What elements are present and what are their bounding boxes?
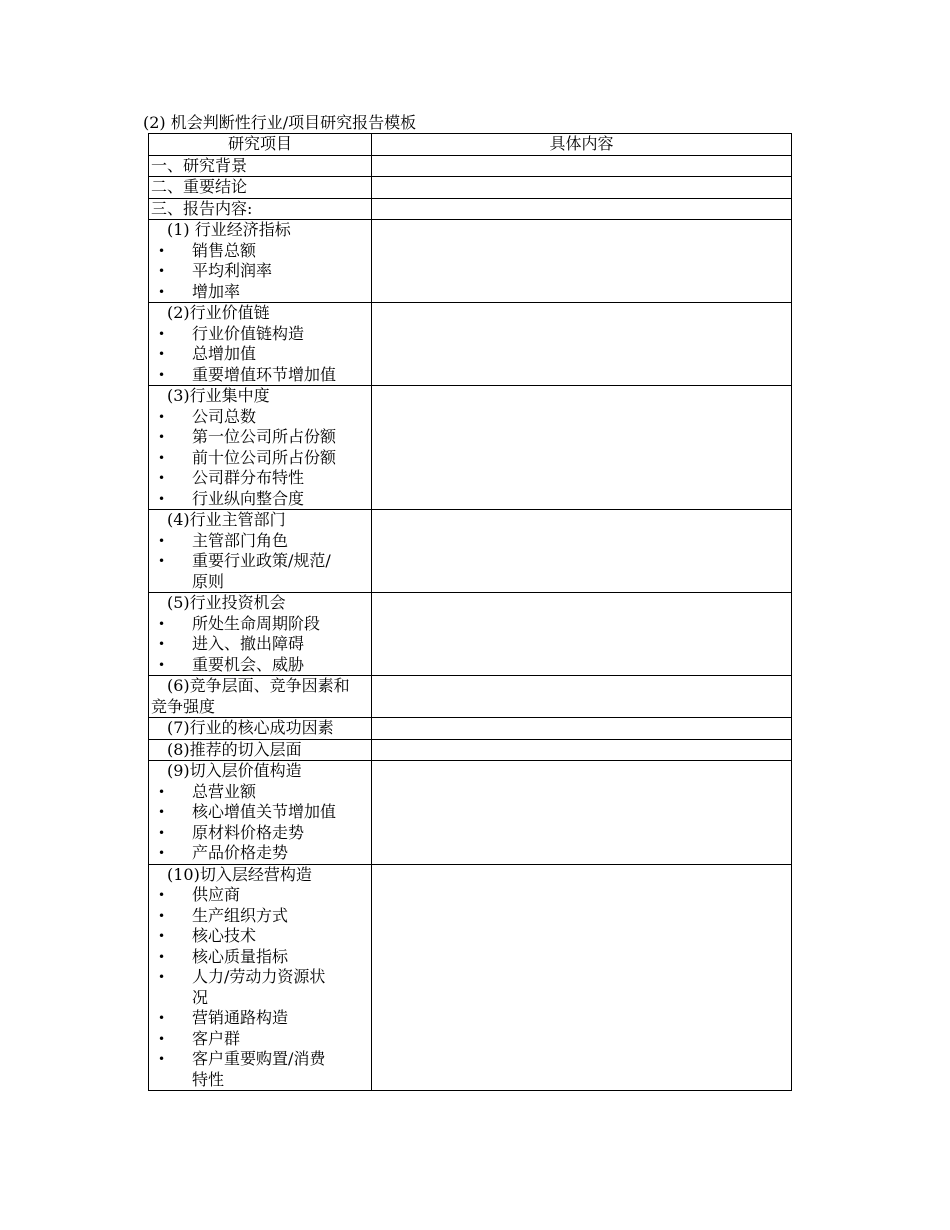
bullet-icon: • bbox=[158, 805, 166, 819]
list-item: • 重要行业政策/规范/原则 bbox=[158, 551, 331, 591]
table-row bbox=[149, 198, 792, 220]
content-cell bbox=[372, 593, 792, 676]
bullet-icon: • bbox=[158, 1052, 166, 1066]
bullet-icon: • bbox=[158, 949, 166, 964]
content-cell bbox=[372, 198, 792, 220]
table-row bbox=[149, 761, 792, 865]
group-title: (9)切入层价值构造 bbox=[167, 761, 302, 780]
group-title: (4)行业主管部门 bbox=[167, 510, 286, 529]
group-title: (6)竞争层面、竞争因素和竞争强度 bbox=[151, 676, 350, 716]
group-title: (5)行业投资机会 bbox=[167, 593, 286, 612]
table-row bbox=[149, 676, 792, 718]
list-item: • 核心技术 bbox=[158, 926, 257, 945]
report-template-table bbox=[148, 133, 792, 1091]
bullet-icon: • bbox=[158, 243, 166, 258]
bullet-icon: • bbox=[158, 784, 166, 799]
bullet-icon: • bbox=[158, 929, 166, 943]
group-industry-concentration bbox=[149, 386, 372, 510]
list-item: • 第一位公司所占份额 bbox=[158, 427, 337, 446]
list-item: • 重要增值环节增加值 bbox=[158, 364, 337, 384]
bullet-icon: • bbox=[158, 284, 166, 299]
list-item: • 前十位公司所占份额 bbox=[158, 447, 337, 467]
section-research-background: 一、研究背景 bbox=[149, 155, 372, 177]
list-item: • 供应商 bbox=[158, 885, 241, 904]
bullet-icon: • bbox=[158, 491, 166, 506]
group-title: (8)推荐的切入层面 bbox=[167, 739, 302, 759]
content-cell bbox=[372, 864, 792, 1091]
list-item: • 进入、撤出障碍 bbox=[158, 634, 305, 653]
bullet-icon: • bbox=[158, 825, 166, 840]
group-entry-value-structure bbox=[149, 761, 372, 865]
bullet-icon: • bbox=[158, 846, 166, 860]
list-item: • 行业价值链构造 bbox=[158, 323, 305, 343]
list-item: • 重要机会、威胁 bbox=[158, 654, 305, 674]
table-row bbox=[149, 177, 792, 199]
section-key-conclusions: 二、重要结论 bbox=[149, 177, 372, 199]
content-cell bbox=[372, 303, 792, 386]
bullet-icon: • bbox=[158, 908, 166, 923]
list-item: • 人力/劳动力资源状况 bbox=[158, 967, 326, 1007]
group-title: (10)切入层经营构造 bbox=[167, 864, 312, 884]
list-item: • 行业纵向整合度 bbox=[158, 488, 305, 508]
bullet-icon: • bbox=[158, 533, 166, 548]
list-item: • 客户重要购置/消费特性 bbox=[158, 1049, 326, 1089]
group-title: (3)行业集中度 bbox=[167, 386, 270, 405]
bullet-icon: • bbox=[158, 888, 166, 902]
bullet-icon: • bbox=[158, 1011, 166, 1025]
bullet-icon: • bbox=[158, 409, 166, 424]
page-title: (2) 机会判断性行业/项目研究报告模板 bbox=[143, 113, 417, 132]
table-row bbox=[149, 303, 792, 386]
group-industry-economic-indicators bbox=[149, 220, 372, 303]
group-title: (7)行业的核心成功因素 bbox=[167, 718, 334, 737]
bullet-icon: • bbox=[158, 616, 166, 631]
bullet-icon: • bbox=[158, 471, 166, 485]
bullet-icon: • bbox=[158, 264, 166, 278]
group-industry-investment-opportunity bbox=[149, 593, 372, 676]
list-item: • 销售总额 bbox=[158, 240, 257, 260]
bullet-icon: • bbox=[158, 367, 166, 382]
content-cell bbox=[372, 761, 792, 865]
bullet-icon: • bbox=[158, 326, 166, 341]
group-key-success-factors bbox=[149, 718, 372, 740]
content-cell bbox=[372, 676, 792, 718]
list-item: • 公司群分布特性 bbox=[158, 468, 305, 487]
list-item: • 客户群 bbox=[158, 1028, 241, 1048]
list-item: • 营销通路构造 bbox=[158, 1008, 289, 1027]
list-item: • 总增加值 bbox=[158, 344, 257, 363]
list-item: • 公司总数 bbox=[158, 406, 257, 426]
content-cell bbox=[372, 510, 792, 593]
group-title: (1) 行业经济指标 bbox=[167, 220, 291, 239]
list-item: • 核心质量指标 bbox=[158, 946, 289, 966]
list-item: • 平均利润率 bbox=[158, 261, 273, 280]
content-cell bbox=[372, 220, 792, 303]
list-item: • 原材料价格走势 bbox=[158, 822, 305, 842]
bullet-icon: • bbox=[158, 637, 166, 651]
bullet-icon: • bbox=[158, 430, 166, 444]
bullet-icon: • bbox=[158, 970, 166, 984]
header-specific-content: 具体内容 bbox=[372, 134, 792, 156]
bullet-icon: • bbox=[158, 554, 166, 568]
bullet-icon: • bbox=[158, 1031, 166, 1046]
list-item: • 增加率 bbox=[158, 281, 241, 301]
bullet-icon: • bbox=[158, 657, 166, 672]
table-row bbox=[149, 593, 792, 676]
group-industry-authority bbox=[149, 510, 372, 593]
list-item: • 生产组织方式 bbox=[158, 905, 289, 925]
content-cell bbox=[372, 155, 792, 177]
group-entry-operating-structure bbox=[149, 864, 372, 1091]
group-industry-value-chain bbox=[149, 303, 372, 386]
table-header-row bbox=[149, 134, 792, 156]
content-cell bbox=[372, 718, 792, 740]
table-row bbox=[149, 864, 792, 1091]
table-row bbox=[149, 510, 792, 593]
content-cell bbox=[372, 386, 792, 510]
list-item: • 核心增值关节增加值 bbox=[158, 802, 337, 821]
list-item: • 所处生命周期阶段 bbox=[158, 613, 321, 633]
content-cell bbox=[372, 739, 792, 761]
table-row bbox=[149, 718, 792, 740]
group-competition bbox=[149, 676, 372, 718]
list-item: • 主管部门角色 bbox=[158, 530, 289, 550]
header-research-item: 研究项目 bbox=[149, 134, 372, 156]
group-title: (2)行业价值链 bbox=[167, 303, 270, 322]
list-item: • 总营业额 bbox=[158, 781, 257, 801]
group-recommended-entry bbox=[149, 739, 372, 761]
content-cell bbox=[372, 177, 792, 199]
table-row bbox=[149, 220, 792, 303]
bullet-icon: • bbox=[158, 450, 166, 465]
section-report-content: 三、报告内容: bbox=[149, 198, 372, 220]
bullet-icon: • bbox=[158, 347, 166, 361]
table-row bbox=[149, 739, 792, 761]
table-row bbox=[149, 155, 792, 177]
list-item: • 产品价格走势 bbox=[158, 843, 289, 862]
table-row bbox=[149, 386, 792, 510]
